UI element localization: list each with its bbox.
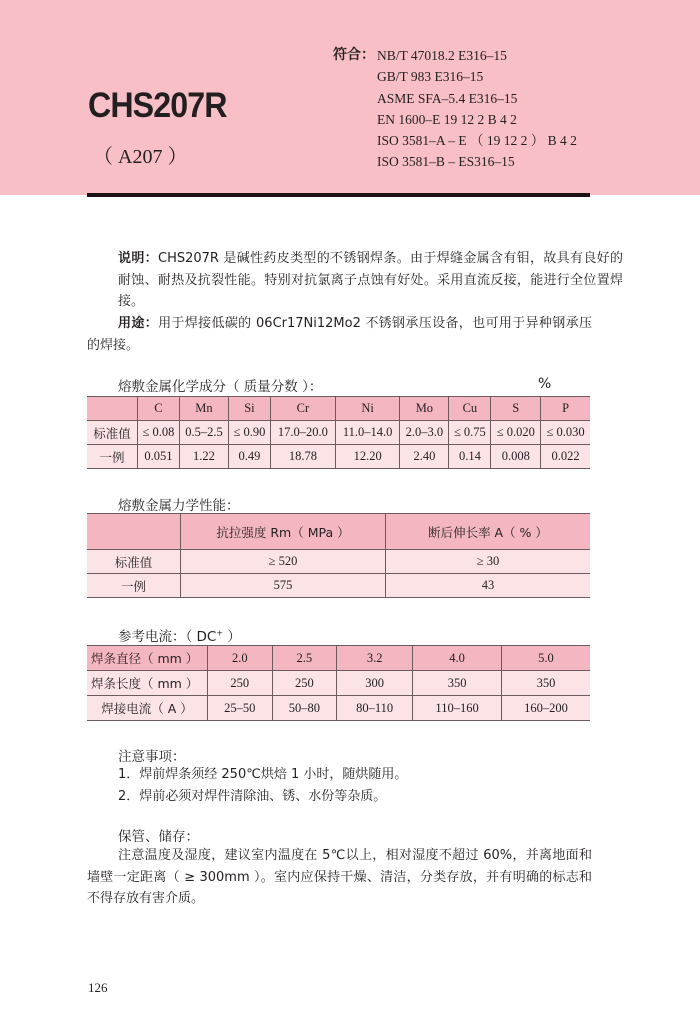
table-cell: 25–50 bbox=[208, 696, 273, 721]
mechanical-table bbox=[87, 513, 590, 598]
table-cell: 0.49 bbox=[228, 445, 270, 469]
current-title-end: ） bbox=[223, 629, 241, 645]
table-cell: 3.2 bbox=[337, 646, 413, 671]
mechanical-table-wrap bbox=[87, 513, 590, 598]
table-row bbox=[87, 696, 590, 721]
header-rule bbox=[87, 193, 590, 197]
standard-item: GB/T 983 E316–15 bbox=[377, 69, 484, 85]
row-label: 焊条直径（ mm ） bbox=[87, 646, 208, 671]
table-row bbox=[87, 445, 590, 469]
row-label: 标准值 bbox=[87, 421, 138, 445]
table-cell: 350 bbox=[413, 671, 502, 696]
table-header-row bbox=[87, 514, 590, 550]
row-label: 焊接电流（ A ） bbox=[87, 696, 208, 721]
table-row bbox=[87, 421, 590, 445]
table-cell: ≤ 0.75 bbox=[449, 421, 491, 445]
current-title bbox=[118, 625, 241, 645]
standard-item: EN 1600–E 19 12 2 B 4 2 bbox=[377, 111, 517, 127]
table-cell: ≤ 0.030 bbox=[541, 421, 590, 445]
table-cell: 2.0 bbox=[208, 646, 273, 671]
table-cell: 575 bbox=[181, 574, 386, 598]
header-cell bbox=[87, 397, 138, 421]
product-subtitle: （ A207 ） bbox=[93, 146, 188, 168]
table-header-row bbox=[87, 397, 590, 421]
header-cell: Si bbox=[228, 397, 270, 421]
chemical-title: 熔敷金属化学成分（ 质量分数 ）： bbox=[118, 379, 323, 395]
table-cell: ≤ 0.08 bbox=[138, 421, 180, 445]
table-cell: 0.008 bbox=[491, 445, 541, 469]
table-row bbox=[87, 574, 590, 598]
row-label: 焊条长度（ mm ） bbox=[87, 671, 208, 696]
header-cell bbox=[87, 514, 181, 550]
table-cell: 4.0 bbox=[413, 646, 502, 671]
table-cell: 110–160 bbox=[413, 696, 502, 721]
table-cell: 17.0–20.0 bbox=[270, 421, 335, 445]
table-cell: 43 bbox=[386, 574, 591, 598]
chemical-table bbox=[87, 396, 590, 469]
header-cell: S bbox=[491, 397, 541, 421]
table-cell: 0.5–2.5 bbox=[179, 421, 228, 445]
storage-paragraph: 注意温度及湿度，建议室内温度在 5℃以上，相对湿度不超过 60%，并离地面和墙壁一定距离（ ≥ 300mm ）。室内应保持干燥、清洁，分类存放，并有明确的标志和不得存放有害介质。 bbox=[87, 848, 592, 906]
current-title-text: 参考电流：（ DC bbox=[118, 629, 217, 645]
table-cell: 2.0–3.0 bbox=[400, 421, 449, 445]
table-cell: ≤ 0.020 bbox=[491, 421, 541, 445]
table-cell: ≥ 520 bbox=[181, 550, 386, 574]
header-cell: Mo bbox=[400, 397, 449, 421]
table-cell: 0.022 bbox=[541, 445, 590, 469]
table-cell: 0.14 bbox=[449, 445, 491, 469]
standards-label: 符合： bbox=[333, 47, 375, 63]
standards-list bbox=[377, 45, 577, 173]
product-title: CHS207R bbox=[88, 86, 227, 125]
notes-title: 注意事项： bbox=[118, 749, 186, 765]
table-cell: 5.0 bbox=[501, 646, 590, 671]
table-cell: 250 bbox=[208, 671, 273, 696]
description-label: 说明： bbox=[118, 251, 158, 266]
table-cell: 50–80 bbox=[272, 696, 337, 721]
table-cell: 160–200 bbox=[501, 696, 590, 721]
table-cell: ≤ 0.90 bbox=[228, 421, 270, 445]
table-row bbox=[87, 550, 590, 574]
header-cell: Mn bbox=[179, 397, 228, 421]
row-label: 一例 bbox=[87, 445, 138, 469]
header-cell: 断后伸长率 A（ % ） bbox=[386, 514, 591, 550]
row-label: 一例 bbox=[87, 574, 181, 598]
table-cell: 12.20 bbox=[335, 445, 399, 469]
table-cell: 11.0–14.0 bbox=[335, 421, 399, 445]
table-cell: 350 bbox=[501, 671, 590, 696]
note-item: 1．焊前焊条须经 250℃烘焙 1 小时，随烘随用。 bbox=[118, 767, 408, 782]
standard-item: NB/T 47018.2 E316–15 bbox=[377, 48, 507, 63]
page-number: 126 bbox=[88, 980, 108, 995]
table-cell: 2.5 bbox=[272, 646, 337, 671]
description-text: CHS207R 是碱性药皮类型的不锈钢焊条。由于焊缝金属含有钼，故具有良好的耐蚀、耐热及抗裂性能。特别对抗氯离子点蚀有好处。采用直流反接，能进行全位置焊接。 bbox=[118, 251, 623, 309]
usage-text: 用于焊接低碳的 06Cr17Ni12Mo2 不锈钢承压设备，也可用于异种钢承压的焊接。 bbox=[87, 316, 592, 353]
header-cell: Cr bbox=[270, 397, 335, 421]
notes-list bbox=[118, 764, 407, 807]
current-table bbox=[87, 645, 590, 721]
row-label: 标准值 bbox=[87, 550, 181, 574]
standard-item: ISO 3581–B – ES316–15 bbox=[377, 154, 515, 170]
header-cell: C bbox=[138, 397, 180, 421]
table-cell: 250 bbox=[272, 671, 337, 696]
table-cell: 1.22 bbox=[179, 445, 228, 469]
table-row bbox=[87, 646, 590, 671]
header-cell: P bbox=[541, 397, 590, 421]
current-title-sup: + bbox=[216, 628, 224, 638]
table-cell: 0.051 bbox=[138, 445, 180, 469]
table-cell: 2.40 bbox=[400, 445, 449, 469]
chemical-unit: % bbox=[538, 376, 552, 392]
usage-paragraph bbox=[87, 313, 592, 356]
description-paragraph bbox=[87, 248, 623, 313]
table-cell: ≥ 30 bbox=[386, 550, 591, 574]
table-cell: 80–110 bbox=[337, 696, 413, 721]
storage-title: 保管、储存： bbox=[118, 829, 199, 845]
header-cell: 抗拉强度 Rm（ MPa ） bbox=[181, 514, 386, 550]
table-row bbox=[87, 671, 590, 696]
standard-item: ASME SFA–5.4 E316–15 bbox=[377, 90, 518, 106]
note-item: 2．焊前必须对焊件清除油、锈、水份等杂质。 bbox=[118, 788, 387, 804]
table-cell: 300 bbox=[337, 671, 413, 696]
header-cell: Ni bbox=[335, 397, 399, 421]
header-cell: Cu bbox=[449, 397, 491, 421]
table-cell: 18.78 bbox=[270, 445, 335, 469]
usage-label: 用途： bbox=[118, 316, 159, 331]
mechanical-title: 熔敷金属力学性能： bbox=[118, 498, 240, 514]
standard-item: ISO 3581–A – E （ 19 12 2 ） B 4 2 bbox=[377, 133, 577, 149]
